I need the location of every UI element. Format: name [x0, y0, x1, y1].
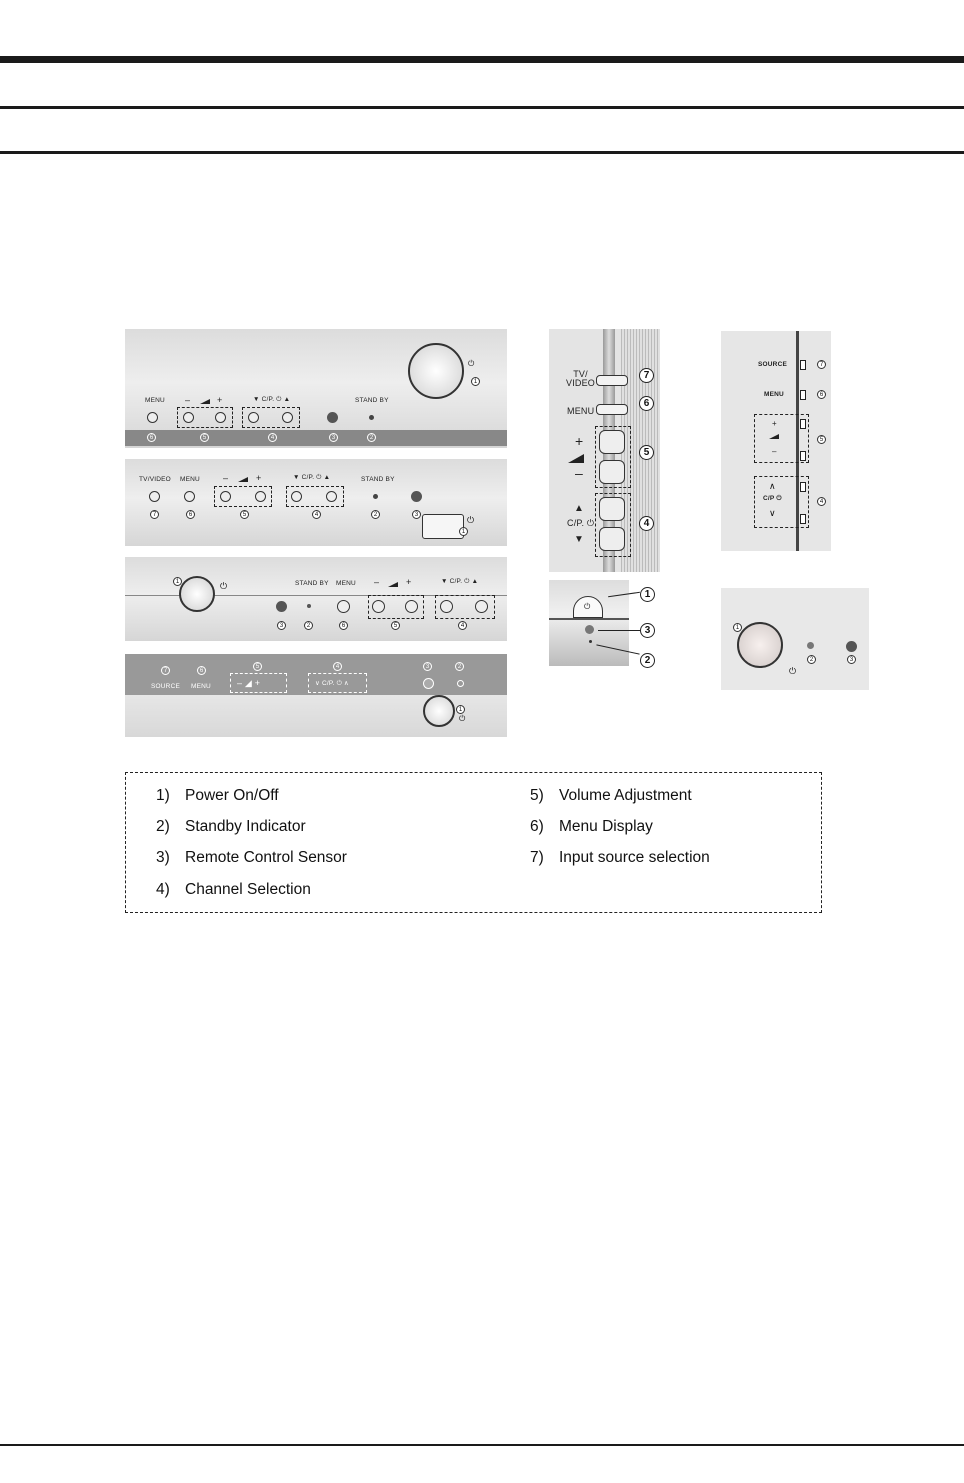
volume-icon: [388, 582, 398, 587]
source-label: SOURCE: [151, 683, 181, 690]
header-rule-thick: [0, 56, 964, 63]
standby-indicator: [457, 680, 464, 687]
header-rule-bottom: [0, 151, 964, 154]
side-power-detail: [549, 580, 629, 666]
tvvideo-button: [149, 491, 160, 502]
source-label: SOURCE: [758, 361, 788, 368]
power-symbol-icon: ⏻: [468, 359, 475, 368]
callout-4: 4: [639, 516, 654, 531]
callout-5: 5: [253, 662, 262, 671]
callout-1: 1: [459, 527, 468, 536]
volume-up-button: [405, 600, 418, 613]
standby-label: STAND BY: [295, 580, 329, 587]
callout-7: 7: [817, 360, 826, 369]
callout-6: 6: [186, 510, 195, 519]
menu-button: [147, 412, 158, 423]
power-button: [422, 514, 464, 539]
volume-up-button: [255, 491, 266, 502]
remote-sensor: [276, 601, 287, 612]
power-symbol-icon: ⏻: [584, 602, 591, 611]
tvvideo-label: TV/VIDEO: [139, 476, 171, 483]
volume-minus-label: –: [374, 577, 380, 587]
control-panel-2: [125, 459, 507, 546]
volume-down-button: [599, 460, 625, 484]
remote-sensor: [327, 412, 338, 423]
volume-down-button: [220, 491, 231, 502]
callout-2: 2: [455, 662, 464, 671]
volume-minus-label: –: [575, 465, 583, 481]
callout-2: 2: [367, 433, 376, 442]
standby-label: STAND BY: [355, 397, 389, 404]
channel-up-button: [326, 491, 337, 502]
callout-1: 1: [173, 577, 182, 586]
volume-plus-label: +: [217, 395, 223, 405]
volume-down-button: [183, 412, 194, 423]
channel-up-button: [599, 497, 625, 521]
power-symbol-icon: ⏻: [220, 581, 228, 591]
callout-3: 3: [640, 623, 655, 638]
standby-label: STAND BY: [361, 476, 395, 483]
menu-button: [596, 404, 628, 415]
channel-down-button: [800, 514, 806, 524]
tvvideo-button: [596, 375, 628, 386]
volume-label: – ◢ +: [237, 678, 261, 688]
callout-4: 4: [817, 497, 826, 506]
channel-down-button: [248, 412, 259, 423]
volume-icon: [200, 399, 210, 404]
power-symbol-icon: ⏻: [459, 714, 466, 723]
callout-3: 3: [423, 662, 432, 671]
callout-7: 7: [161, 666, 170, 675]
callout-5: 5: [200, 433, 209, 442]
volume-minus-label: –: [185, 395, 191, 405]
side-control-panel: [549, 329, 660, 572]
channel-up-button: [282, 412, 293, 423]
menu-button: [337, 600, 350, 613]
callout-5: 5: [817, 435, 826, 444]
callout-6: 6: [339, 621, 348, 630]
power-symbol-icon: ⏻: [789, 666, 797, 676]
volume-minus-label: –: [223, 473, 229, 483]
menu-label: MENU: [180, 476, 200, 483]
callout-1: 1: [733, 623, 742, 632]
callout-6: 6: [197, 666, 206, 675]
channel-down-label: ▼: [574, 534, 585, 545]
callout-7: 7: [639, 368, 654, 383]
volume-up-button: [215, 412, 226, 423]
channel-up-button: [475, 600, 488, 613]
volume-plus-label: +: [256, 473, 262, 483]
menu-button: [184, 491, 195, 502]
callout-3: 3: [277, 621, 286, 630]
menu-label: MENU: [191, 683, 211, 690]
volume-icon: [238, 477, 248, 482]
power-button: [423, 695, 455, 727]
callout-3: 3: [847, 655, 856, 664]
legend-item-7: 7) Input source selection: [530, 849, 710, 866]
channel-down-button: [599, 527, 625, 551]
callout-1: 1: [640, 587, 655, 602]
menu-button: [800, 390, 806, 400]
power-button: [179, 576, 215, 612]
volume-up-button: [599, 430, 625, 454]
volume-minus-label: –: [772, 447, 777, 456]
footer-rule: [0, 1444, 964, 1446]
channel-down-button: [440, 600, 453, 613]
power-symbol-icon: ⏻: [467, 515, 475, 525]
header-rule-middle: [0, 106, 964, 109]
menu-label: MENU: [567, 406, 595, 416]
volume-up-button: [800, 419, 806, 429]
callout-6: 6: [147, 433, 156, 442]
control-panel-3: [125, 557, 507, 641]
callout-3: 3: [412, 510, 421, 519]
channel-up-label: ▲: [574, 503, 585, 514]
channel-down-icon: ∨: [769, 508, 776, 518]
remote-sensor: [423, 678, 434, 689]
standby-indicator: [373, 494, 378, 499]
panel-edge-line: [549, 618, 629, 620]
volume-plus-label: +: [575, 433, 584, 449]
callout-4: 4: [333, 662, 342, 671]
callout-3: 3: [329, 433, 338, 442]
menu-label: MENU: [764, 391, 784, 398]
volume-icon: [568, 454, 584, 463]
callout-7: 7: [150, 510, 159, 519]
right-power-detail: [721, 588, 869, 690]
callout-1: 1: [471, 377, 480, 386]
callout-4: 4: [268, 433, 277, 442]
channel-down-button: [291, 491, 302, 502]
callout-2: 2: [371, 510, 380, 519]
standby-indicator: [307, 604, 311, 608]
legend-item-1: 1) Power On/Off: [156, 787, 279, 804]
callout-3-leader: [598, 630, 640, 631]
menu-label: MENU: [145, 397, 165, 404]
callout-1: 1: [456, 705, 465, 714]
power-button: [737, 622, 783, 668]
volume-plus-label: +: [406, 577, 412, 587]
channel-label: C/P. ⏻: [567, 518, 595, 528]
callout-5: 5: [639, 445, 654, 460]
right-control-panel: [721, 331, 831, 551]
callout-strip: [125, 430, 507, 446]
callout-4: 4: [458, 621, 467, 630]
standby-indicator: [807, 642, 814, 649]
callout-6: 6: [639, 396, 654, 411]
channel-up-button: [800, 482, 806, 492]
legend-item-2: 2) Standby Indicator: [156, 818, 306, 835]
volume-down-button: [800, 451, 806, 461]
channel-label: ▼ C/P. ⏻ ▲: [441, 578, 479, 585]
menu-label: MENU: [336, 580, 356, 587]
channel-up-icon: ∧: [769, 481, 776, 491]
control-panel-4: [125, 654, 507, 737]
channel-label: ∨ C/P. ⏻ ∧: [315, 680, 349, 687]
callout-4: 4: [312, 510, 321, 519]
remote-sensor: [846, 641, 857, 652]
callout-2: 2: [640, 653, 655, 668]
tvvideo-label: TV/ VIDEO: [566, 369, 596, 388]
callout-2: 2: [304, 621, 313, 630]
callout-5: 5: [240, 510, 249, 519]
volume-plus-label: +: [772, 419, 777, 428]
volume-icon: [769, 434, 779, 439]
remote-sensor: [411, 491, 422, 502]
legend-box: [125, 772, 822, 913]
callout-5: 5: [391, 621, 400, 630]
volume-down-button: [372, 600, 385, 613]
legend-item-3: 3) Remote Control Sensor: [156, 849, 347, 866]
source-button: [800, 360, 806, 370]
standby-indicator: [369, 415, 374, 420]
legend-item-6: 6) Menu Display: [530, 818, 653, 835]
standby-indicator: [589, 640, 592, 643]
remote-sensor: [585, 625, 594, 634]
callout-2: 2: [807, 655, 816, 664]
control-panel-1: [125, 329, 507, 448]
channel-label: ▼ C/P. ⏻ ▲: [293, 474, 331, 481]
legend-item-5: 5) Volume Adjustment: [530, 787, 692, 804]
power-button: [408, 343, 464, 399]
legend-item-4: 4) Channel Selection: [156, 881, 311, 898]
channel-label: ▼ C/P. ⏻ ▲: [253, 396, 291, 403]
channel-label: C/P ⏻: [763, 495, 782, 502]
callout-6: 6: [817, 390, 826, 399]
